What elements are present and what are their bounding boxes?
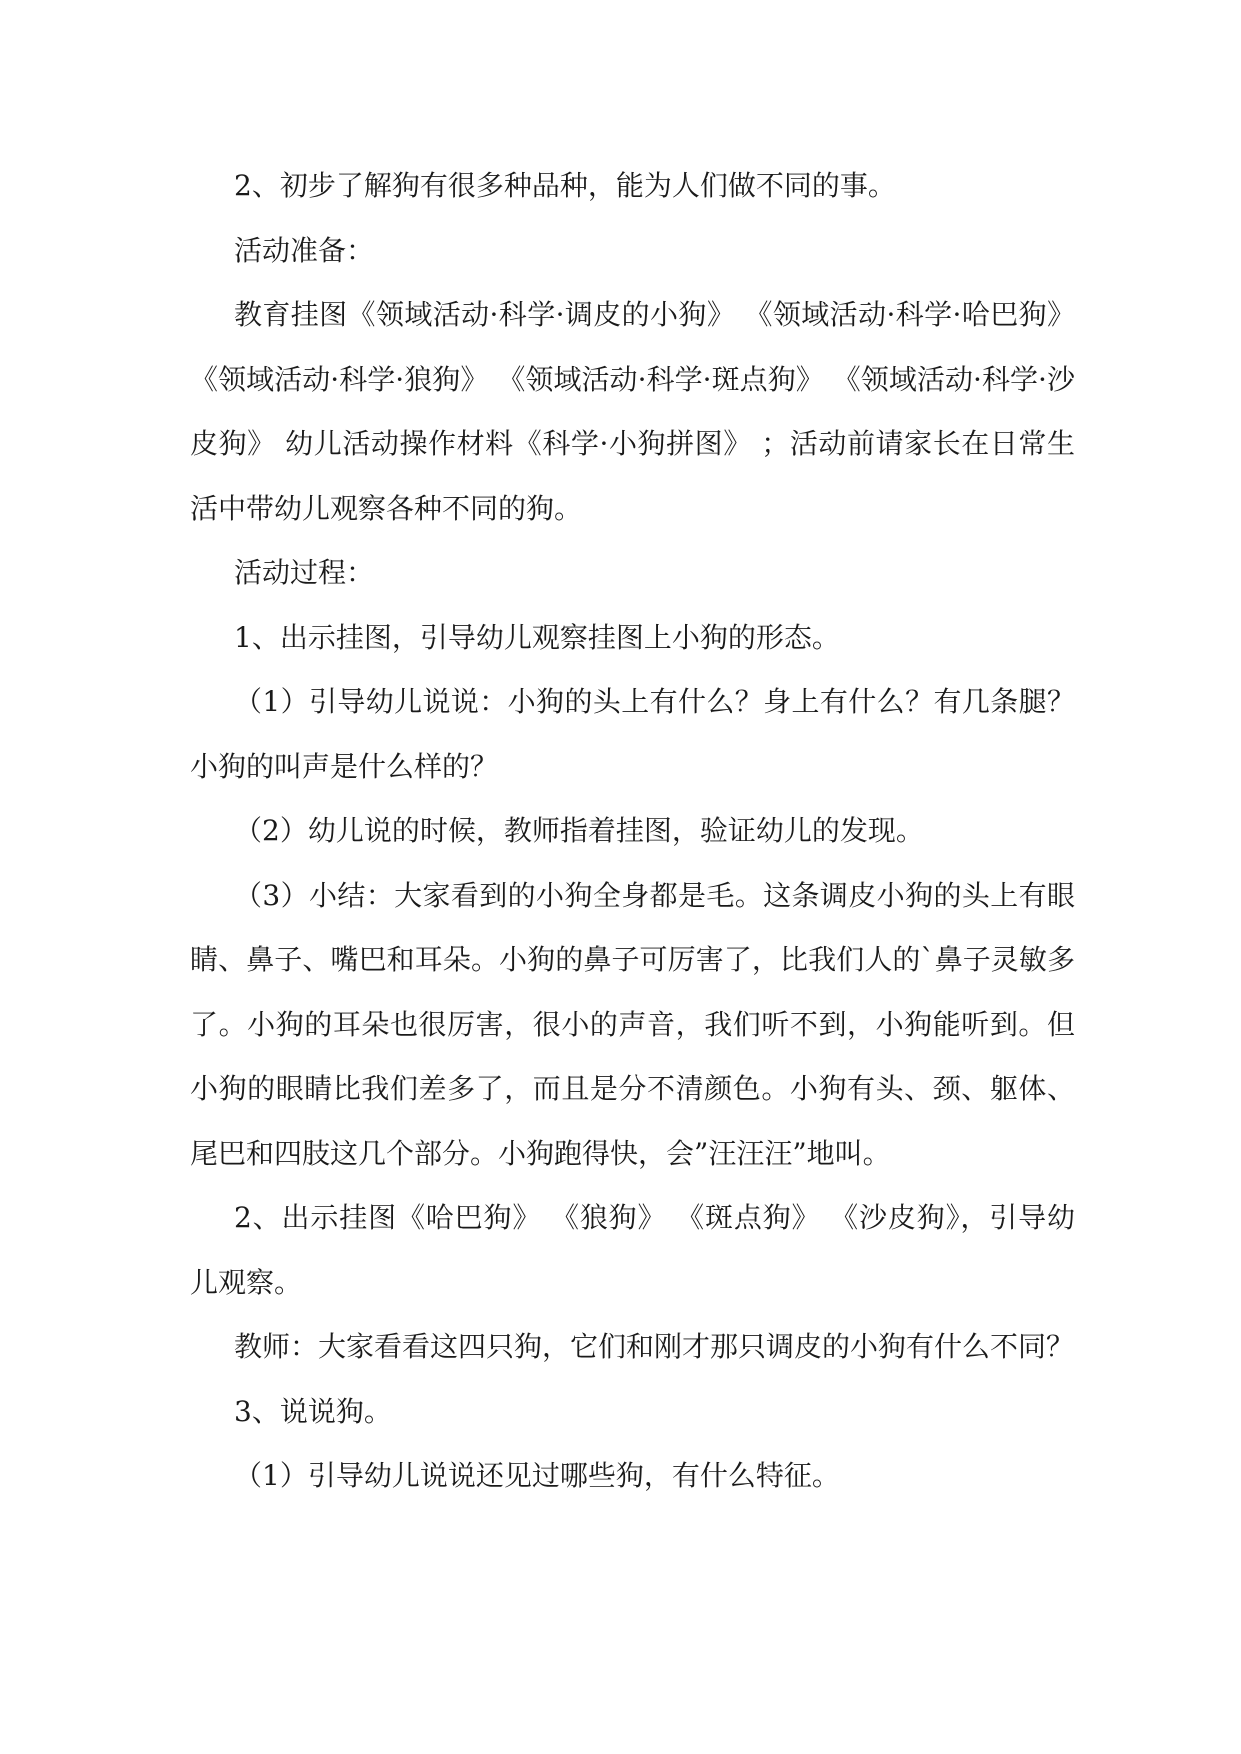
paragraph-step-3: 3、说说狗。 bbox=[234, 1394, 392, 1428]
heading-activity-process: 活动过程： bbox=[234, 556, 375, 589]
paragraph-step-1-sub-3: （3）小结：大家看到的小狗全身都是毛。这条调皮小狗的头上有眼睛、鼻子、嘴巴和耳朵。小狗的鼻子可厉害了，比我们人的`鼻子灵敏多了。小狗的耳朵也很厉害，很小的声音，我们听不到，小狗能听到。但小狗的眼睛比我们差多了，而且是分不清颜色。小狗有头、颈、躯体、尾巴和四肢这几个部分。小狗跑得快，会”汪汪汪”地叫。 bbox=[190, 878, 1075, 1170]
heading-activity-preparation: 活动准备： bbox=[234, 233, 375, 267]
paragraph-goal-2: 2、初步了解狗有很多种品种，能为人们做不同的事。 bbox=[234, 169, 896, 202]
paragraph-step-1: 1、出示挂图，引导幼儿观察挂图上小狗的形态。 bbox=[234, 620, 840, 654]
paragraph-materials: 教育挂图《领域活动·科学·调皮的小狗》 《领域活动·科学·哈巴狗》 《领域活动·科学·狼狗》 《领域活动·科学·斑点狗》 《领域活动·科学·沙皮狗》 幼儿活动操作材料《科学·小狗拼图》 ；活动前请家长在日常生活中带幼儿观察各种不同的狗。 bbox=[190, 298, 1075, 525]
paragraph-step-1-sub-2: （2）幼儿说的时候，教师指着挂图，验证幼儿的发现。 bbox=[234, 814, 924, 847]
document-body bbox=[190, 154, 1075, 1509]
paragraph-step-1-sub-1: （1）引导幼儿说说：小狗的头上有什么？身上有什么？有几条腿？小狗的叫声是什么样的？ bbox=[190, 685, 1075, 783]
paragraph-teacher-question: 教师：大家看看这四只狗，它们和刚才那只调皮的小狗有什么不同？ bbox=[234, 1330, 1075, 1363]
paragraph-step-3-sub-1: （1）引导幼儿说说还见过哪些狗，有什么特征。 bbox=[234, 1459, 840, 1492]
paragraph-step-2: 2、出示挂图《哈巴狗》 《狼狗》 《斑点狗》 《沙皮狗》，引导幼儿观察。 bbox=[190, 1201, 1075, 1299]
